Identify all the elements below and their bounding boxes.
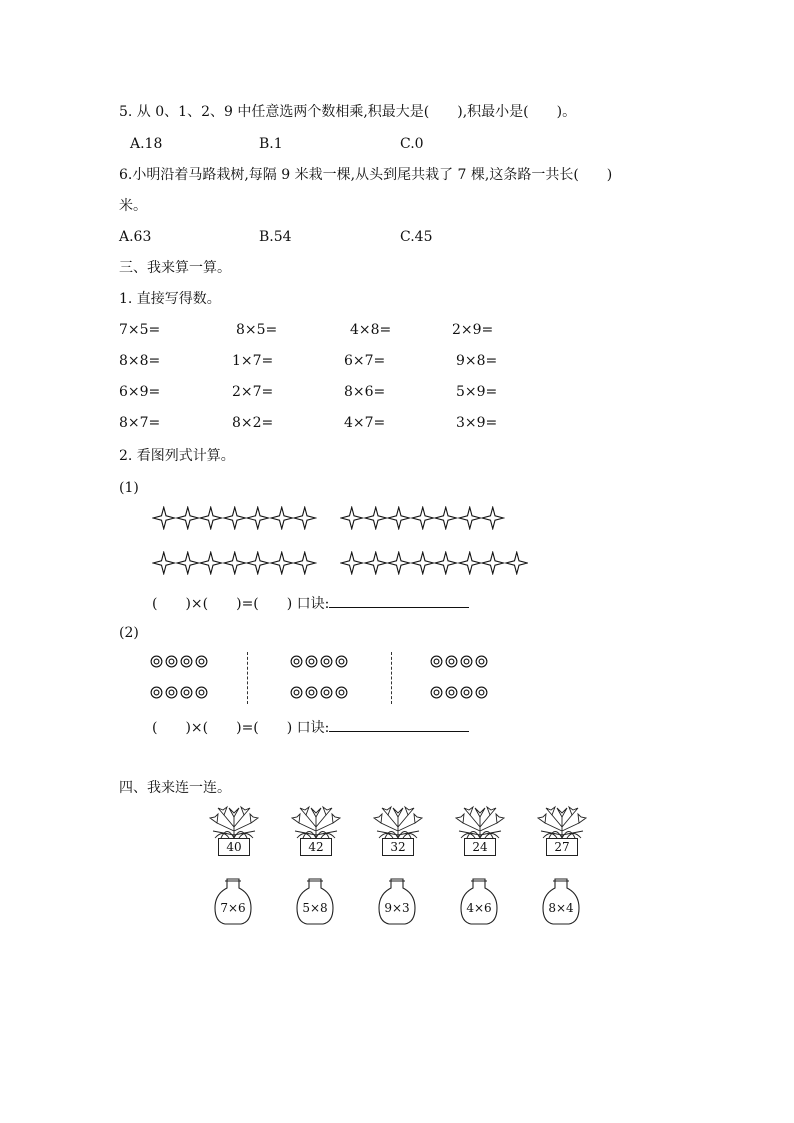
question-6-text: 6.小明沿着马路栽树,每隔 9 米栽一棵,从头到尾共栽了 7 棵,这条路一共长( ) bbox=[119, 167, 613, 183]
calc-cell: 5×9= bbox=[456, 384, 498, 400]
four-point-star-icon bbox=[199, 506, 223, 530]
star-row bbox=[152, 551, 317, 575]
calc-cell: 7×5= bbox=[119, 322, 161, 338]
answer-line[interactable] bbox=[329, 594, 469, 608]
four-point-star-icon bbox=[340, 551, 364, 575]
double-circle-icon bbox=[320, 655, 333, 668]
part-1-formula bbox=[152, 594, 469, 612]
four-point-star-icon bbox=[152, 551, 176, 575]
vase-label: 5×8 bbox=[302, 901, 328, 915]
section-3-sub1: 1. 直接写得数。 bbox=[119, 291, 221, 307]
double-circle-icon bbox=[445, 655, 458, 668]
vase-label: 7×6 bbox=[220, 901, 246, 915]
double-circle-icon bbox=[445, 686, 458, 699]
four-point-star-icon bbox=[293, 551, 317, 575]
four-point-star-icon bbox=[364, 506, 388, 530]
calc-cell: 4×8= bbox=[350, 322, 392, 338]
dashed-divider bbox=[391, 652, 392, 704]
four-point-star-icon bbox=[364, 551, 388, 575]
number-box[interactable]: 24 bbox=[464, 838, 496, 856]
four-point-star-icon bbox=[481, 551, 505, 575]
formula-text: ( )×( )=( ) 口诀: bbox=[152, 596, 330, 612]
q6-option-b: B.54 bbox=[259, 229, 292, 245]
calc-cell: 6×7= bbox=[344, 353, 386, 369]
four-point-star-icon bbox=[270, 551, 294, 575]
part-2-label: (2) bbox=[119, 625, 139, 641]
calc-cell: 3×9= bbox=[456, 415, 498, 431]
dot-row bbox=[150, 655, 208, 668]
section-3-sub2: 2. 看图列式计算。 bbox=[119, 448, 235, 464]
calc-cell: 2×7= bbox=[232, 384, 274, 400]
double-circle-icon bbox=[305, 655, 318, 668]
double-circle-icon bbox=[430, 686, 443, 699]
number-box[interactable]: 40 bbox=[218, 838, 250, 856]
four-point-star-icon bbox=[387, 551, 411, 575]
lily-plant-icon bbox=[537, 805, 587, 839]
double-circle-icon bbox=[165, 655, 178, 668]
part-1-label: (1) bbox=[119, 480, 139, 496]
four-point-star-icon bbox=[458, 506, 482, 530]
calc-cell: 9×8= bbox=[456, 353, 498, 369]
section-3-title: 三、我来算一算。 bbox=[119, 260, 231, 276]
vase-label: 4×6 bbox=[466, 901, 492, 915]
double-circle-icon bbox=[320, 686, 333, 699]
four-point-star-icon bbox=[152, 506, 176, 530]
four-point-star-icon bbox=[481, 506, 505, 530]
dashed-divider bbox=[247, 652, 248, 704]
double-circle-icon bbox=[460, 686, 473, 699]
double-circle-icon bbox=[195, 655, 208, 668]
double-circle-icon bbox=[195, 686, 208, 699]
double-circle-icon bbox=[475, 686, 488, 699]
calc-cell: 8×2= bbox=[232, 415, 274, 431]
dot-row bbox=[150, 686, 208, 699]
question-5-text: 5. 从 0、1、2、9 中任意选两个数相乘,积最大是( ),积最小是( )。 bbox=[119, 104, 577, 120]
vase-label: 9×3 bbox=[384, 901, 410, 915]
four-point-star-icon bbox=[223, 551, 247, 575]
dot-row bbox=[430, 655, 488, 668]
calc-cell: 8×8= bbox=[119, 353, 161, 369]
double-circle-icon bbox=[165, 686, 178, 699]
q5-option-b: B.1 bbox=[259, 136, 283, 152]
four-point-star-icon bbox=[270, 506, 294, 530]
double-circle-icon bbox=[335, 686, 348, 699]
double-circle-icon bbox=[150, 655, 163, 668]
number-box[interactable]: 32 bbox=[382, 838, 414, 856]
calc-cell: 8×5= bbox=[236, 322, 278, 338]
double-circle-icon bbox=[150, 686, 163, 699]
q5-option-c: C.0 bbox=[400, 136, 424, 152]
double-circle-icon bbox=[305, 686, 318, 699]
q6-option-c: C.45 bbox=[400, 229, 433, 245]
dot-row bbox=[430, 686, 488, 699]
dot-row bbox=[290, 655, 348, 668]
number-box[interactable]: 42 bbox=[300, 838, 332, 856]
double-circle-icon bbox=[460, 655, 473, 668]
calc-cell: 1×7= bbox=[232, 353, 274, 369]
section-4-title: 四、我来连一连。 bbox=[119, 780, 231, 796]
vase-label: 8×4 bbox=[548, 901, 574, 915]
question-6-text-continued: 米。 bbox=[119, 198, 147, 214]
double-circle-icon bbox=[430, 655, 443, 668]
four-point-star-icon bbox=[411, 551, 435, 575]
lily-plant-icon bbox=[291, 805, 341, 839]
double-circle-icon bbox=[180, 655, 193, 668]
double-circle-icon bbox=[475, 655, 488, 668]
calc-cell: 8×6= bbox=[344, 384, 386, 400]
lily-plant-icon bbox=[373, 805, 423, 839]
number-box[interactable]: 27 bbox=[546, 838, 578, 856]
lily-plant-icon bbox=[455, 805, 505, 839]
double-circle-icon bbox=[290, 655, 303, 668]
calc-cell: 6×9= bbox=[119, 384, 161, 400]
star-row bbox=[340, 551, 528, 575]
four-point-star-icon bbox=[199, 551, 223, 575]
four-point-star-icon bbox=[293, 506, 317, 530]
double-circle-icon bbox=[290, 686, 303, 699]
four-point-star-icon bbox=[505, 551, 529, 575]
four-point-star-icon bbox=[176, 551, 200, 575]
four-point-star-icon bbox=[411, 506, 435, 530]
four-point-star-icon bbox=[434, 551, 458, 575]
double-circle-icon bbox=[180, 686, 193, 699]
four-point-star-icon bbox=[340, 506, 364, 530]
answer-line[interactable] bbox=[329, 718, 469, 732]
part-2-formula bbox=[152, 718, 469, 736]
calc-cell: 8×7= bbox=[119, 415, 161, 431]
dot-row bbox=[290, 686, 348, 699]
lily-plant-icon bbox=[209, 805, 259, 839]
four-point-star-icon bbox=[434, 506, 458, 530]
four-point-star-icon bbox=[223, 506, 247, 530]
star-row bbox=[152, 506, 317, 530]
q5-option-a: A.18 bbox=[130, 136, 163, 152]
double-circle-icon bbox=[335, 655, 348, 668]
four-point-star-icon bbox=[176, 506, 200, 530]
four-point-star-icon bbox=[458, 551, 482, 575]
calc-cell: 4×7= bbox=[344, 415, 386, 431]
q6-option-a: A.63 bbox=[119, 229, 152, 245]
calc-cell: 2×9= bbox=[452, 322, 494, 338]
formula-text: ( )×( )=( ) 口诀: bbox=[152, 720, 330, 736]
four-point-star-icon bbox=[387, 506, 411, 530]
star-row bbox=[340, 506, 505, 530]
four-point-star-icon bbox=[246, 551, 270, 575]
four-point-star-icon bbox=[246, 506, 270, 530]
